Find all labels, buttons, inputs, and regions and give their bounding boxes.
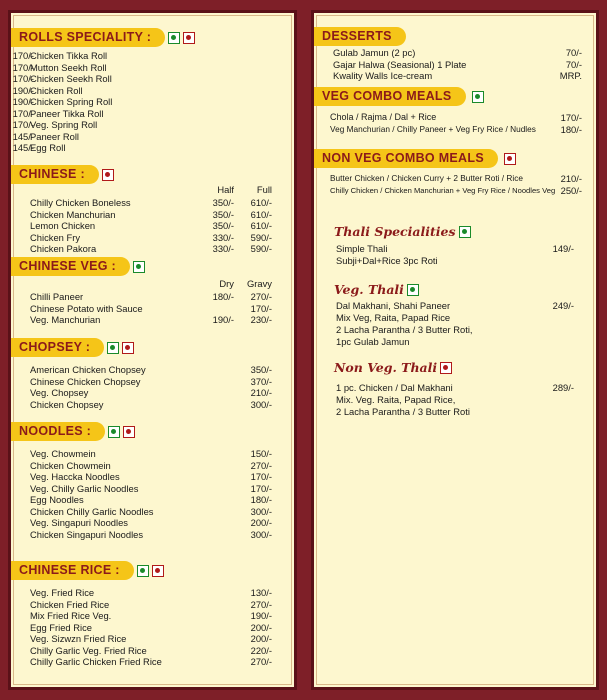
col-full-label: Full — [256, 184, 272, 195]
menu-item-name: Veg. Chopsey — [30, 387, 89, 398]
menu-item-price: 270/- — [250, 291, 272, 302]
veg-thali-title: Veg. Thali — [334, 282, 404, 297]
menu-item-name: Chicken Chopsey — [30, 398, 104, 410]
menu-item-name: Chilly Chicken Boneless — [30, 197, 131, 208]
veg-icon — [459, 226, 471, 238]
menu-item-price: 270/- — [250, 598, 272, 610]
menu-item-price: 610/- — [250, 197, 272, 208]
menu-item-name: Chicken Manchurian — [30, 208, 116, 220]
menu-item-price: 170/- — [250, 302, 272, 314]
col-gravy-label: Gravy — [246, 278, 272, 289]
menu-item-price: 350/- — [212, 197, 234, 208]
menu-item-price: 270/- — [250, 656, 272, 667]
chinese-veg-section — [11, 257, 294, 326]
menu-item-row — [11, 399, 294, 411]
menu-item-name: Paneer Tikka Roll — [30, 107, 104, 119]
nonveg-icon — [102, 169, 114, 181]
menu-item-row — [11, 131, 294, 143]
veg-icon — [133, 261, 145, 273]
menu-item-row — [11, 62, 294, 74]
menu-item-price: 330/- — [212, 231, 234, 243]
menu-item-price: 150/- — [250, 448, 272, 459]
menu-item-row — [11, 471, 294, 483]
menu-item-price: 350/- — [212, 208, 234, 220]
menu-item-name: Chicken Chilly Garlic Noodles — [30, 505, 154, 517]
menu-item-name: Chilly Garlic Veg. Fried Rice — [30, 644, 147, 656]
menu-item-price: 145/- — [12, 130, 34, 142]
menu-item-price: 210/- — [250, 387, 272, 398]
menu-item-name: Chicken Roll — [30, 84, 83, 96]
chinese-header: CHINESE : — [11, 165, 99, 184]
menu-item-price: 180/- — [250, 494, 272, 505]
nonveg-icon — [152, 565, 164, 577]
menu-item-name: Veg Manchurian / Chilly Paneer + Veg Fry Rice / Nudles — [330, 123, 536, 134]
thali-price: 149/- — [552, 243, 574, 254]
menu-item-price: MRP. — [559, 70, 582, 81]
nonveg-thali-title: Non Veg. Thali — [334, 360, 438, 375]
nonveg-combo-header: NON VEG COMBO MEALS — [314, 149, 498, 168]
veg-thali-section — [314, 281, 596, 350]
menu-item-row — [11, 73, 294, 85]
menu-item-name: Chola / Rajma / Dal + Rice — [330, 112, 437, 122]
menu-item-row — [11, 291, 294, 303]
col-dry-label: Dry — [219, 278, 234, 289]
menu-item-price: 270/- — [250, 459, 272, 471]
chinese-rice-section — [11, 561, 294, 668]
veg-icon — [472, 91, 484, 103]
menu-item-row — [11, 633, 294, 645]
desserts-section — [314, 27, 596, 82]
nonveg-thali-section — [314, 359, 596, 420]
nonveg-icon — [183, 32, 195, 44]
menu-item-row — [11, 232, 294, 244]
menu-item-name: Egg Roll — [30, 142, 66, 153]
veg-combo-section — [314, 87, 596, 135]
menu-item-row — [11, 108, 294, 120]
desserts-header: DESSERTS — [314, 27, 406, 46]
chinese-rice-header: CHINESE RICE : — [11, 561, 134, 580]
thali-line: 2 Lacha Parantha / 3 Butter Roti — [336, 406, 470, 417]
menu-item-row — [11, 209, 294, 221]
noodles-section — [11, 422, 294, 540]
menu-item-name: Veg. Fried Rice — [30, 587, 95, 598]
menu-item-price: 210/- — [560, 173, 582, 184]
menu-item-row — [11, 303, 294, 315]
menu-item-price: 350/- — [250, 364, 272, 375]
menu-item-row — [11, 599, 294, 611]
menu-item-row — [314, 185, 596, 197]
rolls-header: ROLLS SPECIALITY : — [11, 28, 165, 47]
menu-item-row — [11, 197, 294, 209]
thali-line: Simple Thali — [336, 243, 388, 254]
menu-item-price: 170/- — [560, 112, 582, 123]
veg-icon — [407, 284, 419, 296]
thali-line: 2 Lacha Parantha / 3 Butter Roti, — [336, 324, 473, 335]
menu-item-row — [11, 506, 294, 518]
nonveg-combo-section — [314, 149, 596, 196]
menu-item-price: 250/- — [560, 184, 582, 196]
menu-item-name: Chicken Fry — [30, 231, 81, 243]
menu-item-name: Gulab Jamun (2 pc) — [333, 47, 416, 58]
col-half-label: Half — [217, 184, 234, 195]
menu-item-row — [314, 59, 596, 71]
menu-item-name: Gajar Halwa (Seasional) 1 Plate — [333, 58, 467, 70]
menu-item-price: 170/- — [12, 107, 34, 119]
rolls-section — [11, 28, 294, 154]
menu-item-row — [11, 529, 294, 541]
menu-item-price: 190/- — [212, 314, 234, 325]
menu-item-price: 170/- — [12, 119, 34, 130]
menu-item-name: Veg. Chowmein — [30, 448, 96, 459]
menu-item-price: 200/- — [250, 621, 272, 633]
menu-item-price: 190/- — [12, 84, 34, 96]
menu-item-price: 70/- — [565, 47, 582, 58]
menu-item-name: Veg. Haccka Noodles — [30, 471, 120, 482]
thali-line: Mix. Veg. Raita, Papad Rice, — [336, 394, 456, 405]
menu-item-name: Egg Noodles — [30, 494, 84, 505]
menu-item-price: 590/- — [250, 243, 272, 254]
menu-item-name: Chinese Potato with Sauce — [30, 302, 143, 314]
menu-item-price: 180/- — [560, 123, 582, 135]
thali-specialities-title: Thali Specialities — [334, 224, 456, 239]
menu-item-row — [11, 622, 294, 634]
menu-item-row — [11, 243, 294, 255]
menu-item-name: American Chicken Chopsey — [30, 364, 146, 375]
menu-item-price: 190/- — [12, 96, 34, 107]
menu-item-row — [11, 142, 294, 154]
menu-item-name: Egg Fried Rice — [30, 621, 93, 633]
menu-item-row — [11, 483, 294, 495]
menu-item-name: Chicken Tikka Roll — [30, 50, 108, 61]
menu-item-row — [11, 85, 294, 97]
menu-item-price: 300/- — [250, 398, 272, 410]
menu-item-price: 200/- — [250, 633, 272, 644]
menu-item-price: 70/- — [565, 58, 582, 70]
menu-item-price: 145/- — [12, 142, 34, 153]
chopsey-header: CHOPSEY : — [11, 338, 104, 357]
menu-item-price: 170/- — [12, 50, 34, 61]
menu-item-name: Chicken Pakora — [30, 243, 97, 254]
thali-price: 249/- — [552, 300, 574, 311]
nonveg-icon — [123, 426, 135, 438]
menu-item-price: 300/- — [250, 505, 272, 517]
nonveg-icon — [504, 153, 516, 165]
menu-item-name: Paneer Roll — [30, 130, 79, 142]
chinese-section — [11, 165, 294, 255]
menu-item-row — [314, 47, 596, 59]
menu-item-row — [11, 494, 294, 506]
menu-item-price: 180/- — [212, 291, 234, 302]
menu-item-row — [11, 587, 294, 599]
menu-item-name: Kwality Walls Ice-cream — [333, 70, 433, 81]
veg-icon — [137, 565, 149, 577]
menu-item-row — [314, 173, 596, 185]
menu-item-row — [11, 517, 294, 529]
menu-item-row — [11, 314, 294, 326]
menu-item-row — [11, 387, 294, 399]
menu-item-name: Chicken Spring Roll — [30, 96, 113, 107]
menu-item-name: Chilly Garlic Chicken Fried Rice — [30, 656, 162, 667]
menu-item-price: 370/- — [250, 375, 272, 387]
menu-item-name: Butter Chicken / Chicken Curry + 2 Butter Roti / Rice — [330, 173, 523, 183]
menu-item-row — [11, 460, 294, 472]
menu-item-row — [11, 645, 294, 657]
menu-item-price: 230/- — [250, 314, 272, 325]
menu-item-price: 330/- — [212, 243, 234, 254]
veg-icon — [108, 426, 120, 438]
menu-item-row — [314, 112, 596, 124]
menu-item-price: 300/- — [250, 528, 272, 540]
menu-item-name: Chilly Chicken / Chicken Manchurian + Veg Fry Rice / Noodles Veg — [330, 185, 556, 195]
menu-item-price: 220/- — [250, 644, 272, 656]
noodles-header: NOODLES : — [11, 422, 105, 441]
menu-item-price: 610/- — [250, 220, 272, 231]
thali-specialities-section — [314, 223, 596, 269]
thali-line: Subji+Dal+Rice 3pc Roti — [336, 255, 438, 266]
menu-item-name: Veg. Manchurian — [30, 314, 101, 325]
menu-item-price: 170/- — [250, 482, 272, 494]
menu-item-name: Veg. Sizwzn Fried Rice — [30, 633, 127, 644]
left-menu-panel — [8, 10, 297, 690]
menu-item-price: 350/- — [212, 220, 234, 231]
menu-item-row — [11, 220, 294, 232]
menu-item-price: 170/- — [12, 61, 34, 73]
menu-item-price: 130/- — [250, 587, 272, 598]
menu-item-name: Chicken Chowmein — [30, 459, 111, 471]
menu-item-price: 590/- — [250, 231, 272, 243]
thali-line: Dal Makhani, Shahi Paneer — [336, 300, 451, 311]
menu-item-price: 610/- — [250, 208, 272, 220]
menu-item-name: Chilli Paneer — [30, 291, 84, 302]
menu-item-name: Chicken Singapuri Noodles — [30, 528, 144, 540]
menu-item-row — [11, 119, 294, 131]
thali-price: 289/- — [552, 382, 574, 393]
nonveg-icon — [122, 342, 134, 354]
thali-line: 1 pc. Chicken / Dal Makhani — [336, 382, 453, 393]
nonveg-icon — [440, 362, 452, 374]
thali-line: 1pc Gulab Jamun — [336, 336, 410, 347]
menu-item-name: Chicken Fried Rice — [30, 598, 110, 610]
menu-item-row — [11, 376, 294, 388]
menu-item-row — [11, 96, 294, 108]
menu-item-price: 190/- — [250, 610, 272, 621]
menu-item-name: Veg. Chilly Garlic Noodles — [30, 482, 139, 494]
veg-combo-header: VEG COMBO MEALS — [314, 87, 466, 106]
right-menu-panel — [311, 10, 599, 690]
menu-item-row — [11, 610, 294, 622]
menu-item-price: 170/- — [250, 471, 272, 482]
menu-item-row — [11, 50, 294, 62]
menu-item-name: Chinese Chicken Chopsey — [30, 375, 141, 387]
menu-item-price: 170/- — [12, 73, 34, 84]
menu-item-name: Veg. Spring Roll — [30, 119, 98, 130]
menu-item-row — [11, 364, 294, 376]
chopsey-section — [11, 338, 294, 410]
menu-item-row — [11, 448, 294, 460]
menu-item-name: Veg. Singapuri Noodles — [30, 517, 128, 528]
menu-item-name: Lemon Chicken — [30, 220, 96, 231]
chinese-veg-header: CHINESE VEG : — [11, 257, 130, 276]
menu-item-name: Mix Fried Rice Veg. — [30, 610, 112, 621]
menu-item-name: Mutton Seekh Roll — [30, 61, 107, 73]
menu-item-price: 200/- — [250, 517, 272, 528]
veg-icon — [168, 32, 180, 44]
menu-item-row — [314, 124, 596, 136]
menu-item-name: Chicken Seekh Roll — [30, 73, 112, 84]
menu-item-row — [314, 70, 596, 82]
menu-item-row — [11, 656, 294, 668]
thali-line: Mix Veg, Raita, Papad Rice — [336, 312, 451, 323]
veg-icon — [107, 342, 119, 354]
